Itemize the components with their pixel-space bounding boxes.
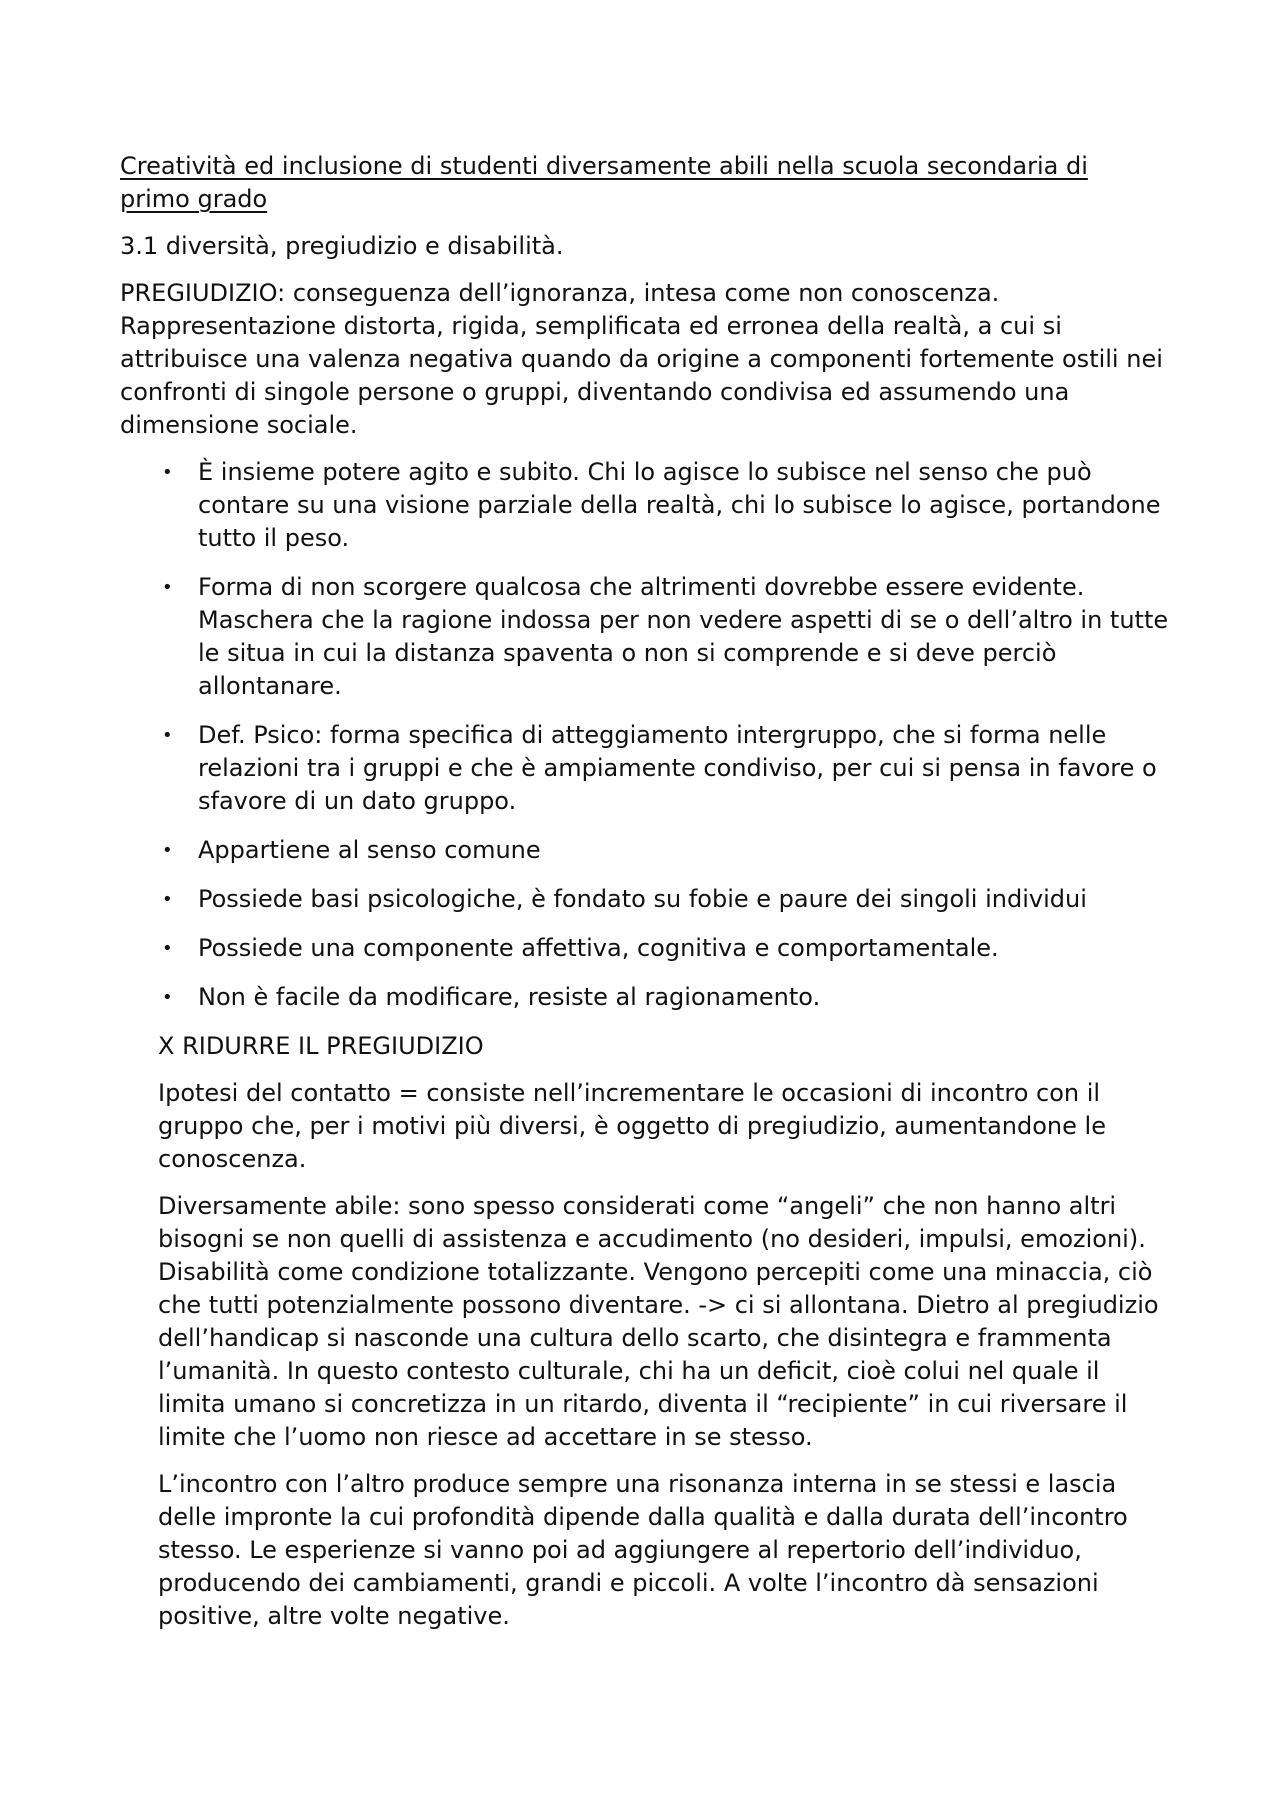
list-item (120, 571, 1170, 703)
list-item-text: È insieme potere agito e subito. Chi lo agisce lo subisce nel senso che può contare su una visione parziale della realtà, chi lo subisce lo agisce, portandone tutto il peso. (198, 458, 1161, 552)
list-item (120, 834, 1170, 867)
list-item (120, 883, 1170, 916)
bullet-icon: • (162, 725, 173, 746)
bullet-icon: • (162, 577, 173, 598)
list-item (120, 932, 1170, 965)
list-item-text: Def. Psico: forma specifica di atteggiamento intergruppo, che si forma nelle relazioni tra i gruppi e che è ampiamente condiviso, per cui si pensa in favore o sfavore di un dato gruppo. (198, 721, 1157, 815)
document-title: Creatività ed inclusione di studenti diversamente abili nella scuola secondaria di primo grado (120, 152, 1088, 213)
list-item-text: Possiede basi psicologiche, è fondato su fobie e paure dei singoli individui (198, 885, 1087, 913)
bullet-icon: • (162, 938, 173, 959)
intro-paragraph: PREGIUDIZIO: conseguenza dell’ignoranza, intesa come non conoscenza. Rappresentazione distorta, rigida, semplificata ed erronea della realtà, a cui si attribuisce una valenza negativa quando da origine a componenti fortemente ostili nei confronti di singole persone o gruppi, diventando condivisa ed assumendo una dimensione sociale. (120, 279, 1163, 439)
paragraph: Diversamente abile: sono spesso considerati come “angeli” che non hanno altri bisogni se non quelli di assistenza e accudimento (no desideri, impulsi, emozioni). Disabilità come condizione totalizzante. Vengono percepiti come una minaccia, ciò che tutti potenzialmente possono diventare. -> ci si allontana. Dietro al pregiudizio dell’handicap si nasconde una cultura dello scarto, che disintegra e frammenta l’umanità. In questo contesto culturale, chi ha un deficit, cioè colui nel quale il limita umano si concretizza in un ritardo, diventa il “recipiente” in cui riversare il limite che l’uomo non riesce ad accettare in se stesso. (158, 1192, 1159, 1451)
list-item-text: Appartiene al senso comune (198, 836, 541, 864)
document-page (120, 150, 1170, 1647)
bullet-icon: • (162, 840, 173, 861)
paragraph: L’incontro con l’altro produce sempre una risonanza interna in se stessi e lascia delle impronte la cui profondità dipende dalla qualità e dalla durata dell’incontro stesso. Le esperienze si vanno poi ad aggiungere al repertorio dell’individuo, producendo dei cambiamenti, grandi e piccoli. A volte l’incontro dà sensazioni positive, altre volte negative. (158, 1470, 1128, 1630)
list-item (120, 719, 1170, 818)
list-item (120, 456, 1170, 555)
list-item (120, 981, 1170, 1014)
list-item-text: Possiede una componente affettiva, cognitiva e comportamentale. (198, 934, 999, 962)
subheading: X RIDURRE IL PREGIUDIZIO (158, 1032, 484, 1060)
list-item-text: Non è facile da modificare, resiste al ragionamento. (198, 983, 821, 1011)
bullet-icon: • (162, 987, 173, 1008)
paragraph: Ipotesi del contatto = consiste nell’incrementare le occasioni di incontro con il gruppo che, per i motivi più diversi, è oggetto di pregiudizio, aumentandone le conoscenza. (158, 1079, 1106, 1173)
bullet-list (120, 456, 1170, 1014)
bullet-icon: • (162, 889, 173, 910)
section-heading: 3.1 diversità, pregiudizio e disabilità. (120, 232, 564, 260)
bullet-icon: • (162, 462, 173, 483)
list-item-text: Forma di non scorgere qualcosa che altrimenti dovrebbe essere evidente. Maschera che la ragione indossa per non vedere aspetti di se o dell’altro in tutte le situa in cui la distanza spaventa o non si comprende e si deve perciò allontanare. (198, 573, 1169, 700)
